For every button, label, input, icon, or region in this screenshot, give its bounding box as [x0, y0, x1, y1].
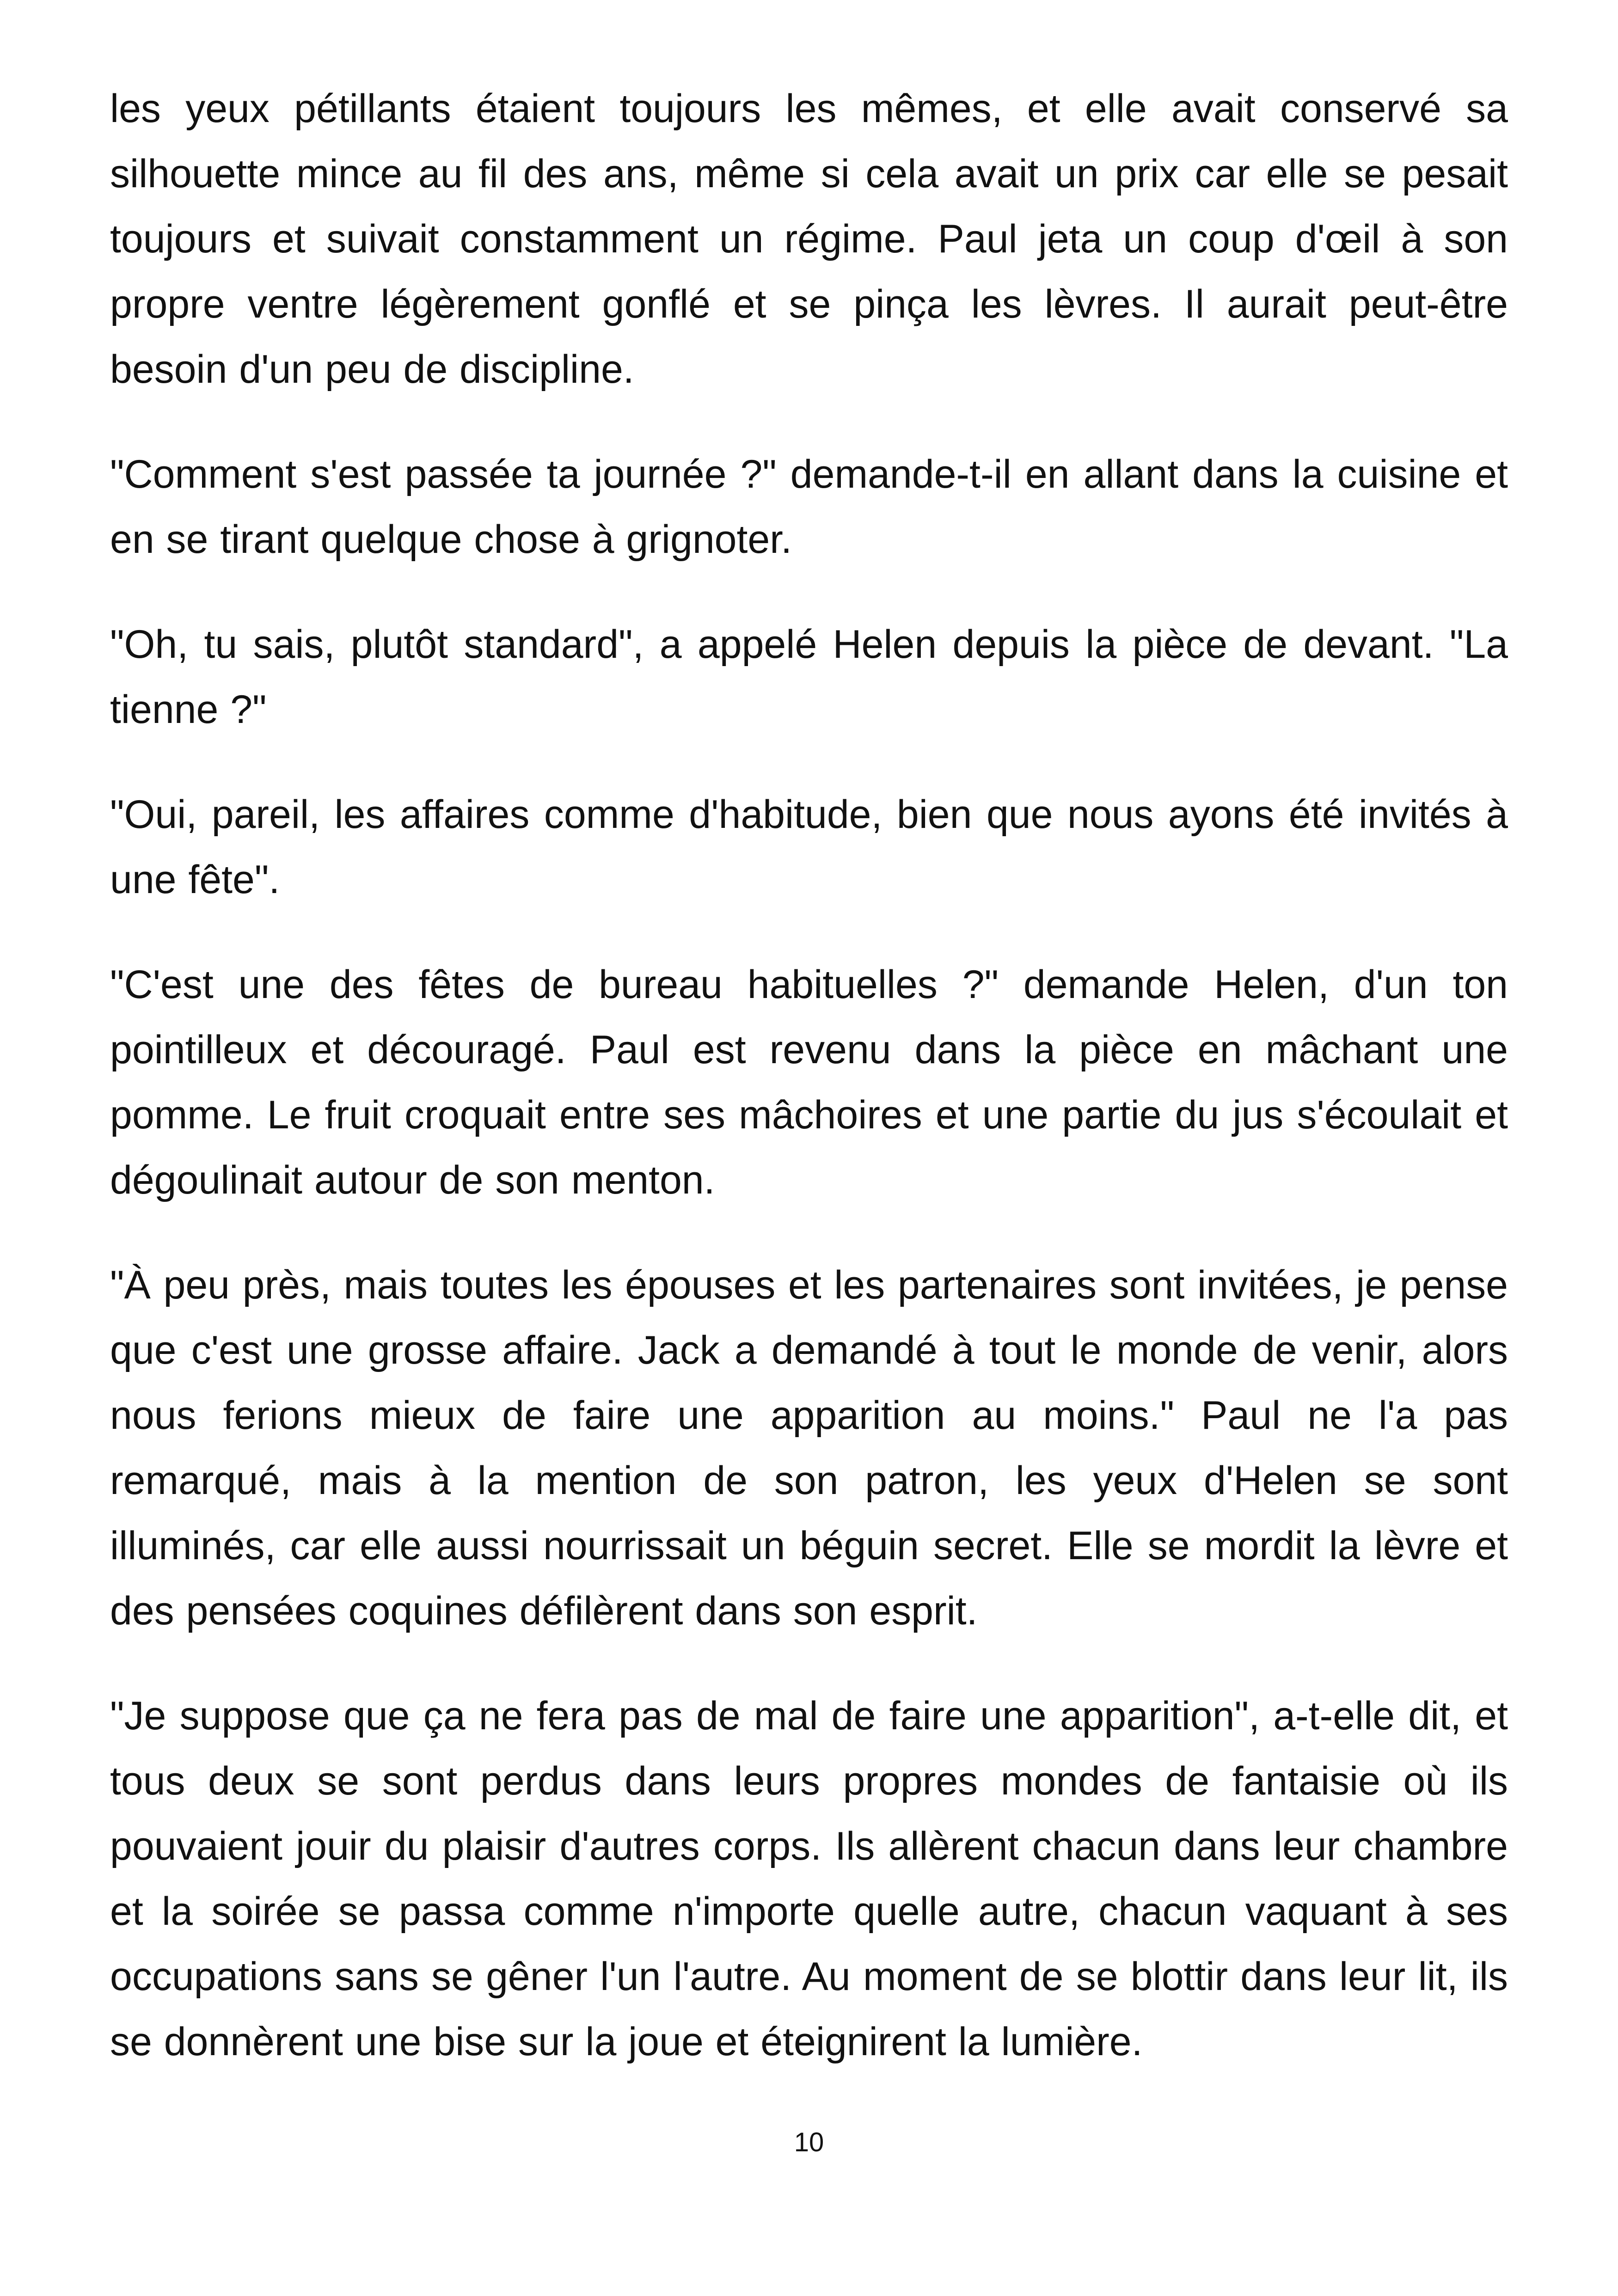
paragraph-1: les yeux pétillants étaient toujours les mêmes, et elle avait conservé sa silhouette mince au fil des ans, même si cela avait un prix car elle se pesait toujours et suivait constamment un régime. Paul jeta un coup d'œil à son propre ventre légèrement gonflé et se pinça les lèvres. Il aurait peut-être besoin d'un peu de discipline.	[110, 86, 1508, 392]
paragraph-2: "Comment s'est passée ta journée ?" demande-t-il en allant dans la cuisine et en se tirant quelque chose à grignoter.	[110, 452, 1508, 562]
body-text	[110, 76, 1508, 2075]
paragraph-3: "Oh, tu sais, plutôt standard", a appelé Helen depuis la pièce de devant. "La tienne ?"	[110, 622, 1508, 732]
paragraph-4: "Oui, pareil, les affaires comme d'habitude, bien que nous ayons été invités à une fête".	[110, 792, 1508, 902]
page-number: 10	[794, 2127, 824, 2157]
paragraph-6: "À peu près, mais toutes les épouses et les partenaires sont invitées, je pense que c'est une grosse affaire. Jack a demandé à tout le monde de venir, alors nous ferions mieux de faire une apparition au moins." Paul ne l'a pas remarqué, mais à la mention de son patron, les yeux d'Helen se sont illuminés, car elle aussi nourrissait un béguin secret. Elle se mordit la lèvre et des pensées coquines défilèrent dans son esprit.	[110, 1263, 1508, 1633]
paragraph-5: "C'est une des fêtes de bureau habituelles ?" demande Helen, d'un ton pointilleux et découragé. Paul est revenu dans la pièce en mâchant une pomme. Le fruit croquait entre ses mâchoires et une partie du jus s'écoulait et dégoulinait autour de son menton.	[110, 962, 1508, 1202]
paragraph-7: "Je suppose que ça ne fera pas de mal de faire une apparition", a-t-elle dit, et tous deux se sont perdus dans leurs propres mondes de fantaisie où ils pouvaient jouir du plaisir d'autres corps. Ils allèrent chacun dans leur chambre et la soirée se passa comme n'importe quelle autre, chacun vaquant à ses occupations sans se gêner l'un l'autre. Au moment de se blottir dans leur lit, ils se donnèrent une bise sur la joue et éteignirent la lumière.	[110, 1694, 1508, 2064]
